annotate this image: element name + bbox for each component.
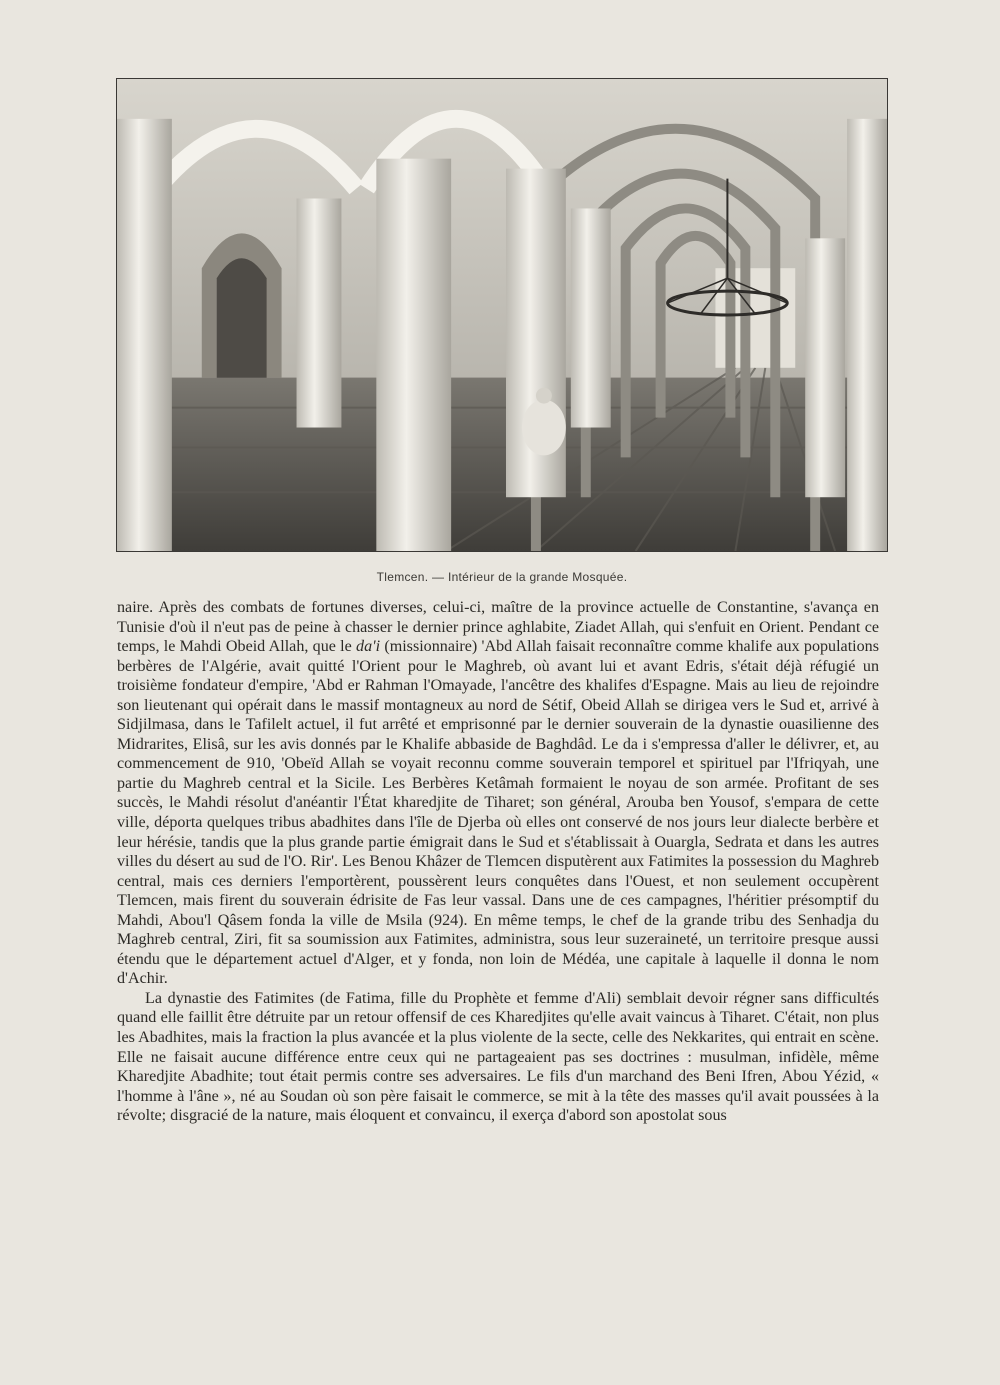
figure-caption: Tlemcen. — Intérieur de la grande Mosquée.: [376, 570, 628, 584]
mosque-interior-photo: [116, 78, 888, 552]
paragraph-1-italic-term: da'i: [356, 638, 381, 656]
paragraph-1-part-1: naire. Après des combats de fortunes diverses, celui-ci, maître de la province actuelle de Constantine, s'avança en Tunisie d'où il n'eut pas de peine à chasser le dernier prince aghlabite, Ziadet Allah, qui s'enfuit en Orient. Pendant ce temps, le Mahdi Obeid Allah, que le: [117, 599, 879, 656]
mosque-interior-illustration: [117, 79, 887, 551]
paragraph-1: [117, 598, 879, 989]
article-body: [117, 598, 879, 1126]
paragraph-2: La dynastie des Fatimites (de Fatima, fille du Prophète et femme d'Ali) semblait devoir régner sans difficultés quand elle faillit être détruite par un retour offensif de ces Kharedjites qu'elle avait vaincus à Tiharet. C'était, non plus les Abadhites, mais la fraction la plus avancée et la plus violente de la secte, celle des Nekkarites, qui entrait en scène. Elle ne faisait aucune différence entre ceux qui ne partageaient pas ses doctrines : musulman, infidèle, même Kharedjite Abadhite; tout était permis contre ses adversaires. Le fils d'un marchand des Beni Ifren, Abou Yézid, « l'homme à l'âne », né au Soudan où son père faisait le commerce, se mit à la tête des masses qu'il avait poussées à la révolte; disgracié de la nature, mais éloquent et convaincu, il exerça d'abord son apostolat sous: [117, 989, 879, 1125]
paragraph-1-part-2: (missionnaire) 'Abd Allah faisait reconnaître comme khalife aux populations berbères de l'Algérie, avait quitté l'Orient pour le Maghreb, où avant lui et avant Edris, s'était déjà réfugié un troisième fondateur d'empire, 'Abd er Rahman l'Omayade, l'ancêtre des khalifes d'Espagne. Mais au lieu de rejoindre son lieutenant qui opérait dans le massif montagneux au nord de Sétif, Obeid Allah se dirigea vers le Sud et, arrivé à Sidjilmasa, dans le Tafilelt actuel, il fut arrêté et emprisonné par le dernier souverain de la dynastie ouasilienne des Midrarites, Elisâ, sur les avis donnés par le Khalife abbaside de Baghdâd. Le da i s'empressa d'aller le délivrer, et, au commencement de 910, 'Obeïd Allah se voyait reconnu comme souverain temporel et spirituel par l'Ifriqyah, une partie du Maghreb central et la Sicile. Les Berbères Ketâmah formaient le noyau de son armée. Profitant de ses succès, le Mahdi résolut d'anéantir l'État kharedjite de Tiharet; son général, Arouba ben Yousof, s'empara de cette ville, déporta quelques tribus abadhites dans l'île de Djerba où elles ont conservé de nos jours leur dialecte berbère et leur hérésie, tandis que la plus grande partie émigrait dans le Sud et s'établissait à Ouargla, Sedrata et dans les autres villes du désert au sud de l'O. Rir'. Les Benou Khâzer de Tlemcen disputèrent aux Fatimites la possession du Maghreb central, mais ces derniers l'emportèrent, poussèrent leurs conquêtes dans l'Ouest, et non seulement occupèrent Tlemcen, mais firent du souverain édrisite de Fas leur vassal. Dans une de ces campagnes, l'héritier présomptif du Mahdi, Abou'l Qâsem fonda la ville de Msila (924). En même temps, le chef de la grande tribu des Senhadja du Maghreb central, Ziri, fit sa soumission aux Fatimites, administra, sous leur suzeraineté, un territoire presque aussi étendu que le département actuel d'Alger, et y fonda, non loin de Médéa, une capitale à laquelle il donna le nom d'Achir.: [117, 638, 879, 988]
